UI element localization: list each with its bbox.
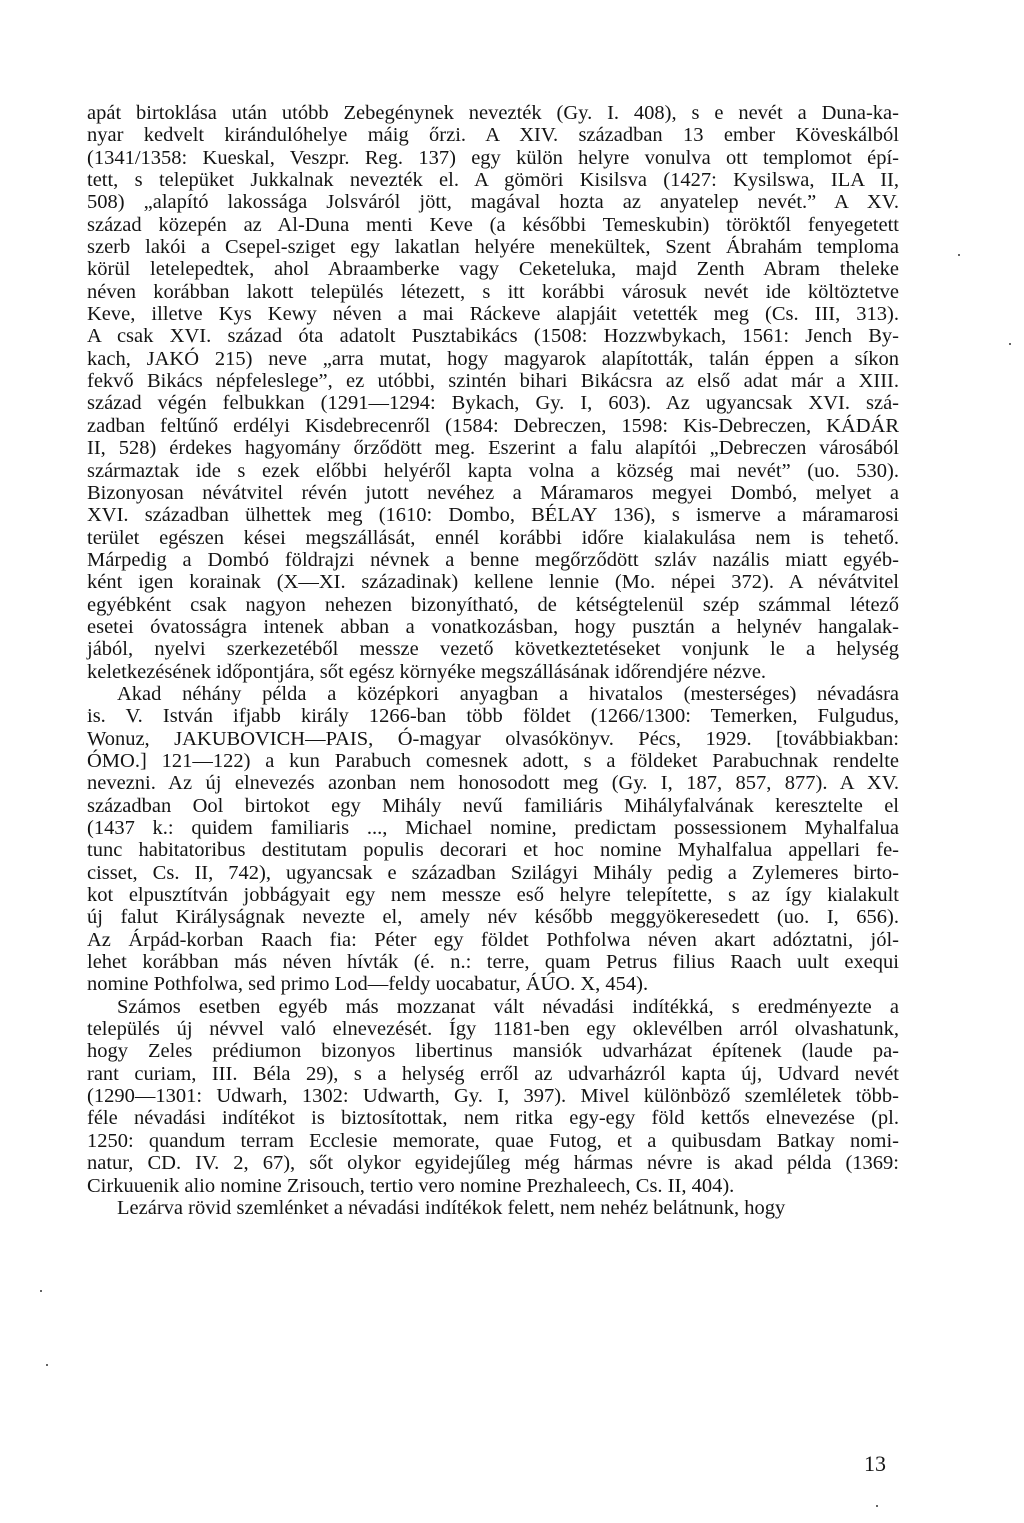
text-line: néven korábban lakott település létezett, s itt korábbi városuk nevét ide költöztetve [87, 280, 899, 303]
text-line: Bizonyosan névátvitel révén jutott nevéhez a Máramaros megyei Dombó, melyet a [87, 481, 899, 504]
text-line: kot elpusztítván jobbágyait egy nem messze eső helyre telepítette, s az így kialakult [87, 884, 899, 907]
text-line: (1290—1301: Udwarh, 1302: Udwarth, Gy. I, 397). Mivel különböző szemléletek több- [87, 1085, 899, 1108]
text-line: rant curiam, III. Béla 29), s a helység erről az udvarházról kapta új, Udvard nevét [87, 1062, 899, 1085]
text-line: tett, s telepüket Jukkalnak nevezték el. A gömöri Kisilsva (1427: Kysilswa, ILA II, [87, 169, 899, 192]
text-line: Akad néhány példa a középkori anyagban a hivatalos (mesterséges) névadásra [117, 682, 899, 705]
text-line: származtak ide s ezek előbbi helyéről kapta volna a község mai nevét” (uo. 530). [87, 459, 899, 482]
text-line: nyar kedvelt kirándulóhelye máig őrzi. A XIV. században 13 ember Köveskálból [87, 124, 899, 147]
text-line: Keve, illetve Kys Kewy néven a mai Ráckeve alapjáit vetették meg (Cs. III, 313). [87, 303, 899, 326]
text-line: féle névadási indítékot is biztosítottak, nem ritka egy-egy föld kettős elnevezése (pl. [87, 1107, 899, 1130]
text-line: II, 528) érdekes hagyomány őrződött meg. Eszerint a falu alapítói „Debreczen városából [87, 437, 899, 460]
text-line: Cirkuuenik alio nomine Zrisouch, tertio vero nomine Prezhaleech, Cs. II, 404). [87, 1174, 735, 1197]
text-line: település új névvel való elnevezését. Így 1181-ben egy oklevélben arról olvashatunk, [87, 1018, 899, 1041]
text-line: században Ool birtokot egy Mihály nevű familiáris Mihályfalvának keresztelte el [87, 794, 899, 817]
print-speck [1009, 343, 1011, 345]
text-line: Számos esetben egyéb más mozzanat vált névadási indítékká, s eredményezte a [117, 995, 899, 1018]
text-line: Lezárva rövid szemlénket a névadási indítékok felett, nem nehéz belátnunk, hogy [117, 1196, 786, 1219]
print-speck [40, 1290, 42, 1292]
text-line: keletkezésének időpontjára, sőt egész környéke megszállásának időrendjére nézve. [87, 660, 767, 683]
text-line: natur, CD. IV. 2, 67), sőt olykor egyidejűleg még hármas névre is akad példa (1369: [87, 1152, 899, 1175]
print-speck [876, 1505, 878, 1507]
text-line: 508) „alapító lakossága Jolsváról jött, magával hozta az anyatelep nevét.” A XV. [87, 191, 899, 214]
text-line: új falut Királyságnak nevezte el, amely név később meggyökeresedett (uo. I, 656). [87, 906, 899, 929]
text-line: 1250: quandum terram Ecclesie memorate, quae Futog, et a quibusdam Batkay nomi- [87, 1129, 899, 1152]
text-line: század végén felbukkan (1291—1294: Bykach, Gy. I, 603). Az ugyancsak XVI. szá- [87, 392, 899, 415]
text-line: Wonuz, JAKUBOVICH—PAIS, Ó-magyar olvasókönyv. Pécs, 1929. [továbbiakban: [87, 727, 899, 750]
text-line: ként igen korainak (X—XI. századinak) kellene lennie (Mo. népei 372). A névátvitel [87, 571, 899, 594]
print-speck [958, 254, 960, 256]
text-line: esetei óvatosságra intenek abban a vonatkozásban, hogy pusztán a helynév hangalak- [87, 615, 899, 638]
body-text [87, 102, 899, 1219]
text-line: is. V. István ifjabb király 1266-ban több földet (1266/1300: Temerken, Fulgudus, [87, 705, 899, 728]
text-line: Az Árpád-korban Raach fia: Péter egy földet Pothfolwa néven akart adóztatni, jól- [87, 928, 899, 951]
text-line: Márpedig a Dombó földrajzi névnek a benne megőrződött szláv nazális miatt egyéb- [87, 548, 899, 571]
text-line: apát birtoklása után utóbb Zebegénynek nevezték (Gy. I. 408), s e nevét a Duna-ka- [87, 102, 899, 124]
text-line: XVI. században ülhettek meg (1610: Dombo, BÉLAY 136), s ismerve a máramarosi [87, 504, 899, 527]
text-line: zadban feltűnő erdélyi Kisdebrecenről (1584: Debreczen, 1598: Kis-Debreczen, KÁDÁR [87, 414, 899, 437]
text-line: (1437 k.: quidem familiaris ..., Michael nomine, predictam possessionem Myhalfalua [87, 817, 899, 839]
text-line: fekvő Bikács népfeleslege”, ez utóbbi, szintén bihari Bikácsra az első adat már a XIII. [87, 370, 899, 393]
text-line: nevezni. Az új elnevezés azonban nem honosodott meg (Gy. I, 187, 857, 877). A XV. [87, 772, 899, 795]
text-line: körül letelepedtek, ahol Abraamberke vagy Ceketeluka, majd Zenth Abram theleke [87, 258, 899, 281]
page-number: 13 [864, 1451, 886, 1476]
text-line: cisset, Cs. II, 742), ugyancsak e században Szilágyi Mihály pedig a Zylemeres birto- [87, 861, 899, 884]
text-line: nomine Pothfolwa, sed primo Lod—feldy uocabatur, ÁÚO. X, 454). [87, 973, 649, 996]
text-line: szerb lakói a Csepel-sziget egy lakatlan helyére menekültek, Szent Ábrahám temploma [87, 236, 899, 259]
text-line: (1341/1358: Kueskal, Veszpr. Reg. 137) egy külön helyre vonulva ott templomot épí- [87, 146, 899, 169]
text-line: egyébként csak nagyon nehezen bizonyítható, de kétségtelenül szép számmal létező [87, 593, 899, 616]
print-speck [46, 1364, 48, 1366]
text-line: tunc habitatoribus destitutam populis decorari et hoc nomine Myhalfalua appellari fe- [87, 839, 899, 862]
text-line: A csak XVI. század óta adatolt Pusztabikács (1508: Hozzwbykach, 1561: Jench By- [87, 325, 899, 348]
text-line: ÓMO.] 121—122) a kun Parabuch comesnek adott, s a földeket Parabuchnak rendelte [87, 749, 899, 772]
text-line: kach, JAKÓ 215) neve „arra mutat, hogy magyarok alapították, talán éppen a síkon [87, 347, 899, 370]
text-line: jából, nyelvi szerkezetéből messze vezető következtetéseket vonjunk le a helység [87, 638, 899, 661]
text-line: hogy Zeles prédiumon bizonyos libertinus mansiók udvarházat építenek (laude pa- [87, 1040, 899, 1063]
text-line: század közepén az Al-Duna menti Keve (a későbbi Temeskubin) töröktől fenyegetett [87, 213, 899, 236]
text-line: terület egészen kései megszállását, ennél korábbi időre kialakulása nem is tehető. [87, 526, 899, 549]
text-line: lehet korábban más néven hívták (é. n.: terre, quam Petrus filius Raach uult exequi [87, 951, 899, 974]
